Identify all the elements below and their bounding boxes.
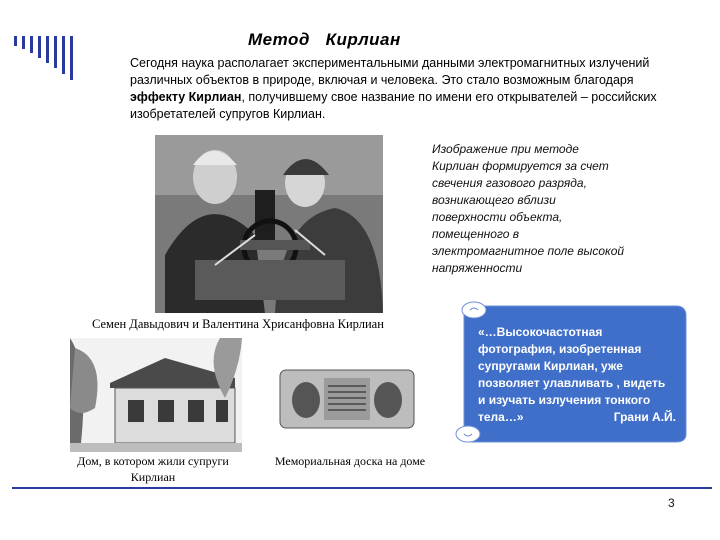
kirlian-quote — [478, 324, 676, 426]
house-caption: Дом, в котором жили супруги Кирлиан — [77, 454, 229, 484]
quote-author: Грани А.Й. — [613, 410, 676, 424]
kirlian-couple-photo — [155, 135, 383, 313]
memorial-plaque-photo — [278, 362, 416, 434]
vertical-bars-decoration — [14, 36, 73, 80]
intro-paragraph — [130, 55, 660, 123]
kirlian-method-description: Изображение при методе Кирлиан формируется за счет свечения газового разряда, возникающего вблизи поверхности объекта, помещенного в электромагнитное поле высокой напряженности — [432, 142, 625, 275]
bottom-divider — [12, 487, 712, 489]
plaque-caption: Мемориальная доска на доме — [274, 454, 426, 468]
quote-text: «…Высокочастотная фотография, изобретенная супругами Кирлиан, уже позволяет улавливать , видеть и изучать излучения тонкого тела…» — [478, 325, 666, 424]
house-photo — [70, 338, 242, 452]
page-title: Метод Кирлиан — [248, 30, 401, 49]
intro-text-end: , получившему свое название по имени его открывателей – российских изобретателей супругов Кирлиан. — [130, 90, 657, 121]
intro-text-start: Сегодня наука располагает экспериментальными данными электромагнитных излучений различных объектов в природе, включая и человека. Это стало возможным благодаря — [130, 56, 650, 87]
intro-highlight: эффекту Кирлиан — [130, 90, 242, 104]
page-number: 3 — [668, 496, 675, 510]
main-photo-caption: Семен Давыдович и Валентина Хрисанфовна Кирлиан — [92, 317, 384, 331]
